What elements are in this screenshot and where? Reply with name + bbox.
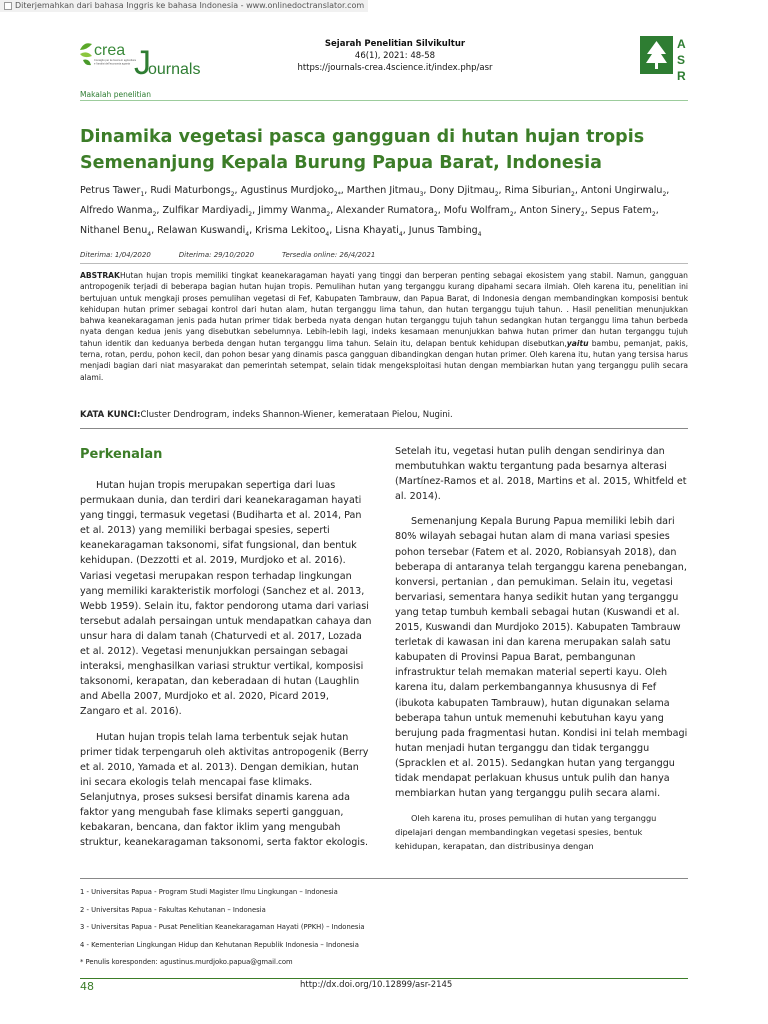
author-name: Zulfikar Mardiyadi bbox=[162, 204, 249, 216]
author-list: Petrus Tawer$_1$, Rudi Maturbongs$_2$, Agustinus Murdjoko$_{2*}$, Marthen Jitmau$_3$, Dony Djitmau$_2$, Rima Siburian$_2$, Antoni Ungirwalu$_2$, Alfredo Wanma$_2$, Zulfikar Mardiyadi$_2$, Jimmy Wanma$_2$, Alexander Rumatora$_2$, Mofu Wolfram$_2$, Anton Sinery$_2$, Sepus Fatem$_2$, Nithanel Benu$_4$, Relawan Kuswandi$_4$, Krisma Lekitoo$_4$, Lisna Khayati$_4$, Junus Tambing$_4$ bbox=[80, 185, 670, 238]
author-affiliation: 4 bbox=[398, 230, 403, 238]
keywords-label: KATA KUNCI: bbox=[80, 410, 141, 420]
body-paragraph: Hutan hujan tropis telah lama terbentuk sejak hutan primer tidak terpengaruh oleh aktivitas antropogenik (Berry et al. 2010, Yamada et al. 2013). Dengan demikian, hutan ini secara ekologis telah mencapai fase klimaks. Selanjutnya, proses suksesi bersifat dinamis karena ada faktor yang mengubah fase klimaks seperti gangguan, kebakaran, bencana, dan faktor iklim yang mengubah struktur, keanekaragaman taksonomi, serta faktor ekologis. bbox=[80, 731, 369, 849]
journal-issue: 46(1), 2021: 48-58 bbox=[354, 51, 436, 61]
header-divider bbox=[80, 100, 688, 101]
translator-icon bbox=[4, 2, 12, 10]
abstract-text-2: bambu, pemanjat, pakis, terna, rotan, perdu, pohon kecil, dan pohon besar yang dinamis pasca gangguan dibandingkan dengan hutan primer. Oleh karena itu, hutan yang tersisa harus menjadi bagian dari niat masyarakat dan pemerintah setempat, selain tidak mengeksploitasi hutan dengan membiarkan hutan yang terganggu pulih secara alami. bbox=[80, 338, 688, 382]
author-name: Krisma Lekitoo bbox=[255, 224, 326, 236]
author-name: Mofu Wolfram bbox=[443, 204, 510, 216]
body-paragraph: Semenanjung Kepala Burung Papua memiliki lebih dari 80% wilayah sebagai hutan alam di mana variasi spesies pohon tersebar (Fatem et al. 2020, Robiansyah 2018), dan beberapa di antaranya telah terganggu karena penebangan, konversi, pertanian , dan pemukiman. Selain itu, vegetasi bervariasi, sementara hanya sedikit hutan yang terganggu yang tetap tumbuh kembali sebagai hutan (Kuswandi et al. 2015, Kuswandi dan Murdjoko 2015). Kabupaten Tambrauw terletak di kawasan ini dan karena merupakan salah satu kabupaten di Provinsi Papua Barat, pembangunan infrastruktur telah memakan material seperti kayu. Oleh karena itu, dalam perkembangannya khususnya di Fef (ibukota kabupaten Tambrauw), hutan digunakan selama beberapa tahun untuk memenuhi kebutuhan kayu yang berujung pada fragmentasi hutan. Kondisi ini telah membagi hutan menjadi hutan terganggu dan tidak terganggu (Spracklen et al. 2015). Sedangkan hutan yang terganggu tidak mendapat perlakuan khusus untuk pulih dan hanya membiarkan hutan yang terganggu pulih secara alami. bbox=[395, 516, 688, 800]
section-heading-introduction: Perkenalan bbox=[80, 447, 163, 462]
author-affiliation: 2 bbox=[580, 210, 585, 218]
footnote-corresponding: * Penulis koresponden: agustinus.murdjoko.papua@gmail.com bbox=[80, 958, 293, 966]
asr-letter-r: R bbox=[677, 69, 686, 83]
author-affiliation: 4 bbox=[147, 230, 152, 238]
author-affiliation: 2 bbox=[662, 190, 667, 198]
author-name: Alfredo Wanma bbox=[80, 204, 153, 216]
author-affiliation: 1 bbox=[140, 190, 145, 198]
author-affiliation: 2 bbox=[433, 210, 438, 218]
body-paragraph: Oleh karena itu, proses pemulihan di hutan yang terganggu dipelajari dengan membandingkan vegetasi spesies, bentuk kehidupan, kerapatan, dan distribusinya dengan bbox=[395, 813, 657, 852]
author-affiliation: 2 bbox=[248, 210, 253, 218]
author-affiliation: 2 bbox=[326, 210, 331, 218]
page-footer-divider bbox=[80, 978, 688, 979]
logo-journals-text: ournals bbox=[148, 61, 201, 78]
asr-logo bbox=[640, 36, 690, 84]
author-name: Marthen Jitmau bbox=[346, 185, 420, 196]
author-name: Junus Tambing bbox=[408, 224, 478, 236]
abstract bbox=[80, 270, 688, 383]
left-column bbox=[80, 478, 372, 860]
footnotes bbox=[80, 884, 688, 972]
footnote-item: 1 - Universitas Papua - Program Studi Magister Ilmu Lingkungan – Indonesia bbox=[80, 888, 338, 896]
translator-banner[interactable] bbox=[0, 0, 368, 12]
logo-crea-text: crea bbox=[94, 42, 126, 59]
author-affiliation: 2 bbox=[571, 190, 575, 198]
author-name: Anton Sinery bbox=[519, 204, 581, 216]
author-affiliation: 4 bbox=[245, 230, 250, 238]
author-affiliation: 4 bbox=[477, 230, 482, 238]
article-dates bbox=[80, 251, 375, 259]
footnote-item: 4 - Kementerian Lingkungan Hidup dan Kehutanan Republik Indonesia – Indonesia bbox=[80, 940, 359, 949]
logo-tagline-1: Consiglio per la ricerca in agricoltura bbox=[94, 59, 136, 62]
author-affiliation: 3 bbox=[419, 190, 424, 198]
author-name: Nithanel Benu bbox=[80, 224, 148, 236]
author-affiliation: 2 bbox=[494, 190, 499, 198]
author-affiliation: 2 bbox=[230, 190, 235, 198]
footnote-item: 2 - Universitas Papua - Fakultas Kehutanan – Indonesia bbox=[80, 905, 266, 914]
body-paragraph: Setelah itu, vegetasi hutan pulih dengan sendirinya dan membutuhkan waktu tergantung pada besarnya alterasi (Martínez-Ramos et al. 2018, Martins et al. 2015, Whitfeld et al. 2014). bbox=[395, 446, 687, 503]
author-name: Rima Siburian bbox=[504, 185, 572, 196]
author-name: Dony Djitmau bbox=[429, 185, 495, 196]
author-affiliation: 2 bbox=[509, 210, 514, 218]
author-affiliation: 2 bbox=[152, 210, 157, 218]
abstract-emphasis: yaitu bbox=[566, 338, 589, 348]
leaf-icon bbox=[80, 43, 92, 65]
date-received: Diterima: 1/04/2020 bbox=[80, 251, 151, 259]
asr-letter-a: A bbox=[677, 37, 686, 51]
author-name: Lisna Khayati bbox=[335, 224, 399, 236]
author-affiliation: 4 bbox=[325, 230, 330, 238]
journal-name: Sejarah Penelitian Silvikultur bbox=[324, 39, 466, 49]
translator-note-text: Diterjemahkan dari bahasa Inggris ke bahasa Indonesia - www.onlinedoctranslator.com bbox=[15, 1, 365, 10]
author-name: Antoni Ungirwalu bbox=[580, 185, 663, 196]
author-name: Alexander Rumatora bbox=[336, 204, 434, 216]
date-online: Tersedia online: 26/4/2021 bbox=[282, 251, 376, 259]
abstract-label: ABSTRAK bbox=[80, 271, 120, 280]
journal-url[interactable]: https://journals-crea.4science.it/index.php/asr bbox=[297, 63, 493, 73]
right-column bbox=[395, 444, 690, 863]
author-name: Sepus Fatem bbox=[590, 204, 652, 216]
footnote-item: 3 - Universitas Papua - Pusat Penelitian Keanekaragaman Hayati (PPKH) – Indonesia bbox=[80, 923, 365, 931]
author-name: Petrus Tawer bbox=[80, 185, 141, 196]
author-name: Agustinus Murdjoko bbox=[240, 185, 334, 196]
page-number: 48 bbox=[80, 980, 94, 993]
article-title: Dinamika vegetasi pasca gangguan di hutan hujan tropis Semenanjung Kepala Burung Papua Barat, Indonesia bbox=[80, 127, 645, 173]
footnote-divider bbox=[80, 878, 688, 879]
logo-tagline-2: e l'analisi dell'economia agraria bbox=[94, 62, 130, 66]
author-name: Rudi Maturbongs bbox=[150, 185, 231, 196]
abstract-text-1: Hutan hujan tropis memiliki tingkat keanekaragaman hayati yang tinggi dan berperan penting sebagai ekosistem yang stabil. Namun, gangguan antropogenik terjadi di beberapa bagian hutan hujan tropis. Pemulihan hutan yang terganggu kurang dipahami secara ilmiah. Oleh karena itu, penelitian ini bertujuan untuk mengkaji proses pemulihan vegetasi di Fef, Kabupaten Tambrauw, dan Papua Barat, di Indonesia dengan membandingkan komposisi bentuk kehidupan hutan primer sebagai kontrol dari hutan alam, hutan terganggu lima tahun, dan hutan terganggu tujuh tahun. . Hasil penelitian menunjukkan bahwa keanekaragaman jenis pada hutan primer tidak berbeda nyata dengan hutan terganggu tujuh tahun sedangkan hutan terganggu lima tahun berbeda nyata dengan kedua jenis yang disebutkan sebelumnya. Lebih-lebih lagi, indeks kesamaan menunjukkan bahwa hutan primer dan hutan terganggu tujuh tahun identik dan keduanya berbeda dengan hutan terganggu lima tahun. Selain itu, delapan bentuk kehidupan disebutkan, bbox=[80, 271, 688, 348]
author-name: Jimmy Wanma bbox=[258, 204, 327, 216]
dates-divider bbox=[80, 263, 688, 264]
keywords bbox=[80, 410, 688, 420]
article-type: Makalah penelitian bbox=[80, 90, 151, 99]
asr-letter-s: S bbox=[677, 53, 686, 67]
author-affiliation: 2* bbox=[333, 190, 341, 198]
author-name: Relawan Kuswandi bbox=[157, 224, 246, 236]
doi-link[interactable]: http://dx.doi.org/10.12899/asr-2145 bbox=[300, 980, 453, 990]
journal-meta bbox=[260, 38, 530, 74]
date-accepted: Diterima: 29/10/2020 bbox=[178, 251, 255, 259]
logo-j-text: J bbox=[134, 44, 151, 82]
crea-journals-logo bbox=[78, 38, 218, 84]
body-paragraph: Hutan hujan tropis merupakan sepertiga dari luas permukaan dunia, dan terdiri dari keanekaragaman hayati yang tinggi, termasuk vegetasi (Budiharta et al. 2014, Pan et al. 2013) yang memiliki berbagai spesies, seperti keanekaragaman taksonomi, sifat fungsional, dan bentuk kehidupan. (Dezzotti et al. 2019, Murdjoko et al. 2016). Variasi vegetasi merupakan respon terhadap lingkungan yang memiliki karakteristik morfologi (Sanchez et al. 2013, Webb 1959). Selain itu, faktor pendorong utama dari variasi tersebut adalah persaingan untuk mendapatkan cahaya dan unsur hara di dalam tanah (Chaturvedi et al. 2017, Lozada et al. 2012). Vegetasi menunjukkan persaingan sebagai interaksi, menghasilkan variasi struktur vertikal, komposisi taksonomi, kerapatan, dan keberadaan di hutan (Laughlin and Abella 2007, Murdjoko et al. 2020, Picard 2019, Zangaro et al. 2016). bbox=[80, 480, 372, 718]
keywords-text: Cluster Dendrogram, indeks Shannon-Wiener, kemerataan Pielou, Nugini. bbox=[140, 410, 453, 420]
author-affiliation: 2 bbox=[651, 210, 656, 218]
keywords-divider bbox=[80, 428, 688, 429]
